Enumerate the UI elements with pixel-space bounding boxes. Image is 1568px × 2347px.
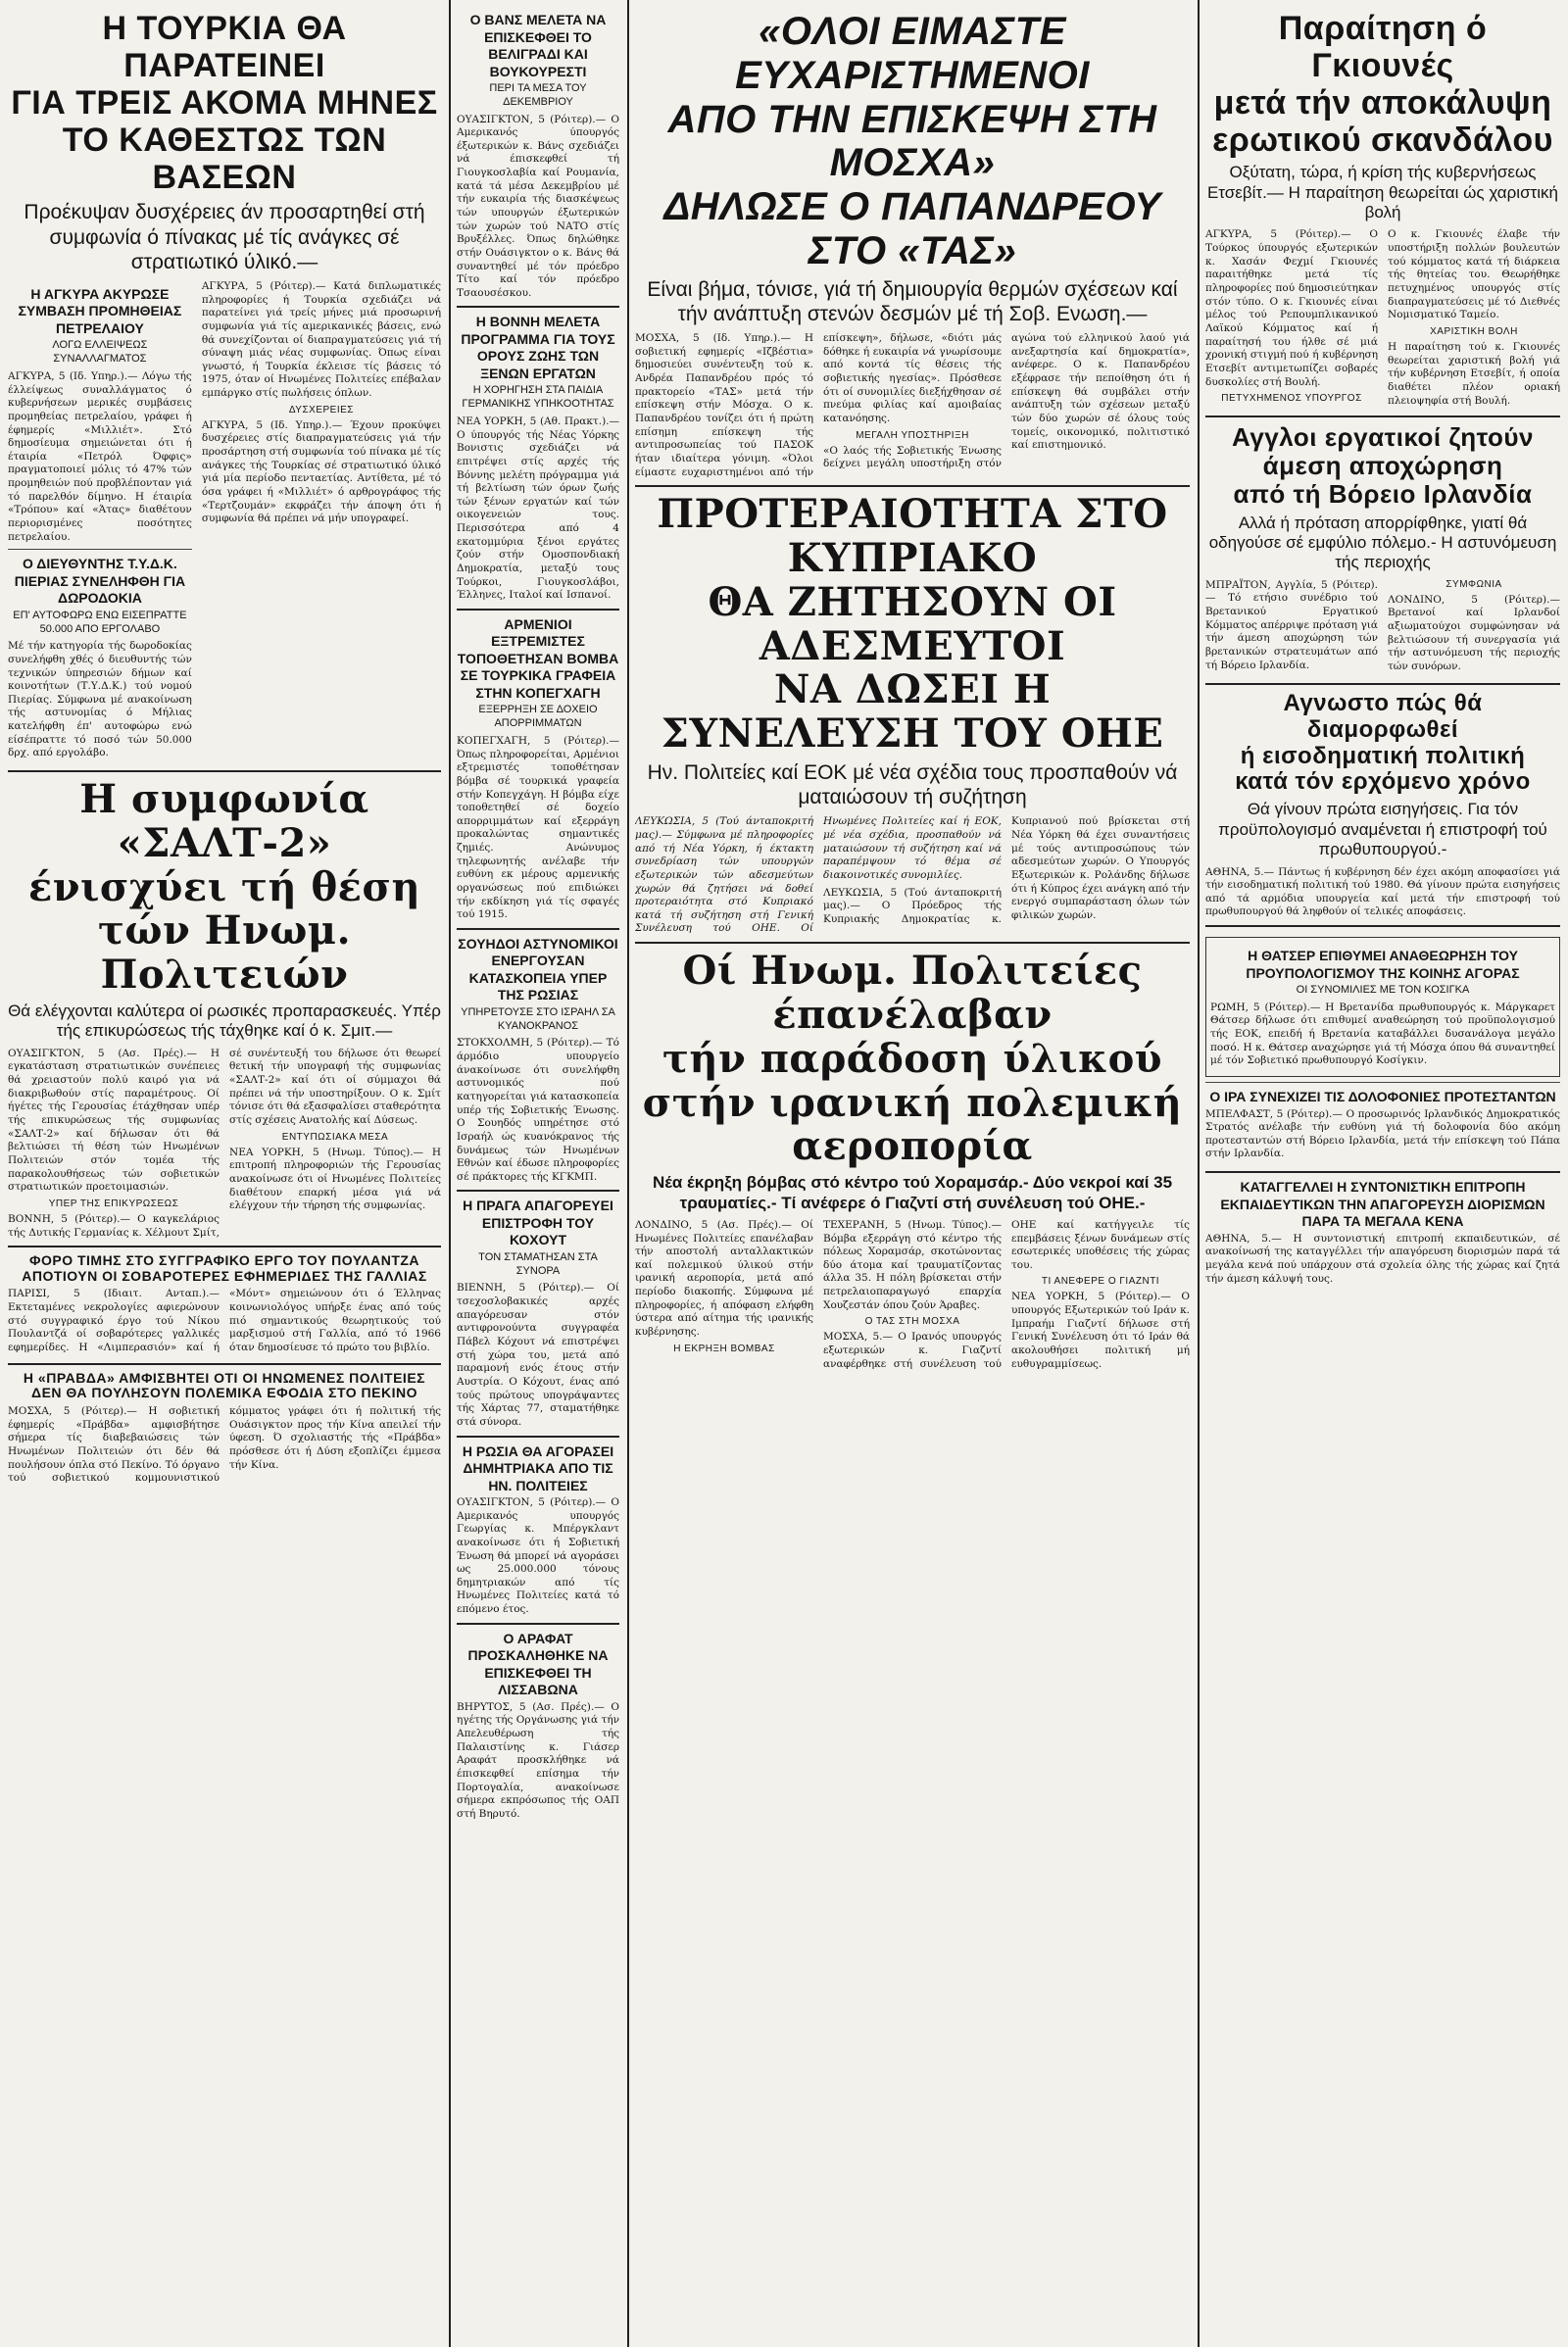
headline (1205, 10, 1560, 159)
subheadline: ΤΙ ΑΝΕΦΕΡΕ Ο ΓΙΑΖΝΤΙ (1041, 1276, 1160, 1288)
headline-line: ΝΑ ΔΩΣΕΙ Η ΣΥΝΕΛΕΥΣΗ ΤΟΥ ΟΗΕ (661, 666, 1164, 758)
divider (1205, 416, 1560, 417)
subheadline: ΔΥΣΧΕΡΕΙΕΣ (288, 404, 354, 416)
subheadline-small: ΕΠ' ΑΥΤΟΦΩΡΩ ΕΝΩ ΕΙΣΕΠΡΑΤΤΕ 50.000 ΑΠΟ ΕΡΓΟΛΑΒΟ (13, 609, 187, 635)
article-body: ΒΟΝΝΗ, 5 (Ρόιτερ).— Ο καγκελάριος τής Δυτικής Γερμανίας κ. Χέλμουτ Σμίτ, σέ συνέντευξή του δήλωσε ότι θεωρεί θετική τήν υπογραφή τής συμφωνίας «ΣΑΛΤ-2» καί ότι οί σύμμαχοι θά πρέπει νά τήν υποστηρίξουν. Ο κ. Σμίτ τόνισε ότι θά εξασφαλίσει σταθερότητα στίς σχέσεις Ανατολής καί Δύσεως. (8, 1047, 441, 1239)
article-body: ΑΘΗΝΑ, 5.— Η συντονιστική επιτροπή εκπαιδευτικών, σέ ανακοίνωσή της καταγγέλλει τήν απαγόρευση διορισμών παρά τά μεγάλα κενά πού υπάρχουν στά σχολεία όλης τής χώρας καί ζητά τήν άμεση κάλυψή τους. (1205, 1232, 1560, 1285)
headline-line: ή εισοδηματική πολιτική (1240, 742, 1526, 769)
article-body: ΛΟΝΔΙΝΟ, 5 (Ρόιτερ).— Βρετανοί καί Ιρλανδοί αξιωματούχοι συμφώνησαν νά βελτιώσουν τή συνεργασία γιά τήν αστυνόμευση τής περιοχής τών συνόρων. (1388, 593, 1560, 672)
headline: Η «ΠΡΑΒΔΑ» ΑΜΦΙΣΒΗΤΕΙ ΟΤΙ ΟΙ ΗΝΩΜΕΝΕΣ ΠΟΛΙΤΕΙΕΣ ΔΕΝ ΘΑ ΠΟΥΛΗΣΟΥΝ ΠΟΛΕΜΙΚΑ ΕΦΟΔΙΑ ΣΤΟ ΠΕΚΙΝΟ (23, 1369, 426, 1401)
article-body: ΚΟΠΕΓΧΑΓΗ, 5 (Ρόιτερ).— Όπως πληροφορείται, Αρμένιοι εξτρεμιστές τοποθέτησαν βόμβα σέ τουρκικά γραφεία στήν Κοπεγχάγη. Η βόμβα είχε τοποθετηθεί σέ δοχείο απορριμμάτων καί εξερράγη προκαλώντας σημαντικές ζημιές. Ανώνυμος τηλεφωνητής ανέλαβε τήν ευθύνη εκ μέρους αρμενικής οργανώσεως πού επιδιώκει τήν εκδίκηση γιά τίς σφαγές τού 1915. (457, 734, 619, 921)
subheadline: ΥΠΕΡ ΤΗΣ ΕΠΙΚΥΡΩΣΕΩΣ (48, 1198, 179, 1209)
headline: ΑΡΜΕΝΙΟΙ ΕΞΤΡΕΜΙΣΤΕΣ ΤΟΠΟΘΕΤΗΣΑΝ ΒΟΜΒΑ ΣΕ ΤΟΥΡΚΙΚΑ ΓΡΑΦΕΙΑ ΣΤΗΝ ΚΟΠΕΓΧΑΓΗ (457, 615, 619, 701)
headline: ΣΟΥΗΔΟΙ ΑΣΤΥΝΟΜΙΚΟΙ ΕΝΕΡΓΟΥΣΑΝ ΚΑΤΑΣΚΟΠΕΙΑ ΥΠΕΡ ΤΗΣ ΡΩΣΙΑΣ (458, 935, 618, 1003)
subheadline: ΕΞΕΡΡΗΞΗ ΣΕ ΔΟΧΕΙΟ ΑΠΟΡΡΙΜΜΑΤΩΝ (478, 704, 598, 730)
article-salt-2 (8, 778, 441, 1240)
subheadline: ΤΟΝ ΣΤΑΜΑΤΗΣΑΝ ΣΤΑ ΣΥΝΟΡΑ (478, 1250, 598, 1277)
article-armenian-bomb (457, 616, 619, 922)
article-gunes-resignation (1205, 10, 1560, 410)
headline-line: ΘΑ ΖΗΤΗΣΟΥΝ ΟΙ ΑΔΕΣΜΕΥΤΟΙ (708, 578, 1117, 669)
column-rule (627, 0, 629, 2347)
divider (457, 928, 619, 930)
article-cyprus (635, 493, 1190, 936)
headline-line: τήν παράδοση ύλικού (662, 1035, 1163, 1082)
headline-line: Αγνωστο πώς θά διαμορφωθεί (1283, 689, 1483, 743)
deck: Νέα έκρηξη βόμβας στό κέντρο τού Χοραμσάρ.- Δύο νεκροί καί 35 τραυματίες.- Τί ανέφερε ό Γιαζντί στή συνέλευση τού ΟΗΕ.- (652, 1173, 1173, 1212)
article-arafat (457, 1631, 619, 1822)
divider (1205, 683, 1560, 685)
headline: Η ΘΑΤΣΕΡ ΕΠΙΘΥΜΕΙ ΑΝΑΘΕΩΡΗΣΗ ΤΟΥ ΠΡΟΥΠΟΛΟΓΙΣΜΟΥ ΤΗΣ ΚΟΙΝΗΣ ΑΓΟΡΑΣ (1246, 948, 1520, 981)
column-1 (8, 0, 441, 2347)
divider (8, 1246, 441, 1247)
subheadline: ΠΕΤΥΧΗΜΕΝΟΣ ΥΠΟΥΡΓΟΣ (1221, 393, 1362, 405)
article-body: ΜΠΕΛΦΑΣΤ, 5 (Ρόιτερ).— Ο προσωρινός Ιρλανδικός Δημοκρατικός Στρατός ανέλαβε τήν ευθύνη γιά τή δολοφονία δύο ακόμη προτεσταντών στή Βόρειο Ιρλανδία, μετά τήν επίσκεψη τού Πάπα στήν Ιρλανδία. (1205, 1107, 1560, 1160)
headline-line: άμεση αποχώρηση (1262, 451, 1503, 481)
headline: Η ΒΟΝΝΗ ΜΕΛΕΤΑ ΠΡΟΓΡΑΜΜΑ ΓΙΑ ΤΟΥΣ ΟΡΟΥΣ ΖΩΗΣ ΤΩΝ ΞΕΝΩΝ ΕΡΓΑΤΩΝ (461, 314, 615, 381)
deck: Αλλά ή πρόταση απορρίφθηκε, γιατί θά οδηγούσε σέ εμφύλιο πόλεμο.- Η αστυνόμευση τής περιοχής (1208, 513, 1557, 572)
article-poulantzas (8, 1253, 441, 1357)
article-body: ΤΕΧΕΡΑΝΗ, 5 (Ηνωμ. Τύπος).— Βόμβα εξερράγη στό κέντρο τής πόλεως Χοραμσάρ, σκοτώνοντας δύο άτομα καί τραυματίζοντας άλλα 35. Η πόλη βρίσκεται στήν πετρελαιοπαραγωγό επαρχία Χουζεστάν όπου ζούν Άραβες. (823, 1218, 1002, 1311)
column-rule (449, 0, 451, 2347)
subheadline: Η ΕΚΡΗΞΗ ΒΟΜΒΑΣ (673, 1343, 775, 1354)
headline-line: «ΟΛΟΙ ΕΙΜΑΣΤΕ ΕΥΧΑΡΙΣΤΗΜΕΝΟΙ (735, 10, 1090, 97)
subheadline: Η ΧΟΡΗΓΗΣΗ ΣΤΑ ΠΑΙΔΙΑ ΓΕΡΜΑΝΙΚΗΣ ΥΠΗΚΟΟΤΗΤΑΣ (462, 384, 614, 411)
headline: ΚΑΤΑΓΓΕΛΛΕΙ Η ΣΥΝΤΟΝΙΣΤΙΚΗ ΕΠΙΤΡΟΠΗ ΕΚΠΑΙΔΕΥΤΙΚΩΝ ΤΗΝ ΑΠΑΓΟΡΕΥΣΗ ΔΙΟΡΙΣΜΩΝ ΠΑΡΑ ΤΑ ΜΕΓΑΛΑ ΚΕΝΑ (1220, 1179, 1545, 1230)
article-teachers (1205, 1179, 1560, 1286)
headline-line: Η ΤΟΥΡΚΙΑ ΘΑ ΠΑΡΑΤΕΙΝΕΙ (102, 10, 347, 85)
article-body: ΑΓΚΥΡΑ, 5 (Ιδ. Υπηρ.).— Έχουν προκύψει δυσχέρειες στίς διαπραγματεύσεις γιά τήν προσάρτηση στή συμφωνία τού πίνακα μέ τίς ανάγκες τής Τουρκίας σέ στρατιωτικό ύλικό γιά μία περίοδο πενταετίας. Αντίθετα, μέ τό όσα γράφει ή «Μιλλιέτ» ό αρθρογράφος τής «Τερτζουμάν» εκφράζει τήν άποψη ότι ή συμφωνία θά πρέπει νά μήν υπογραφεί. (201, 418, 441, 525)
article-wheat (457, 1443, 619, 1617)
headline (8, 10, 441, 196)
article-body: ΑΓΚΥΡΑ, 5 (Ρόιτερ).— Κατά διπλωματικές πληροφορίες ή Τουρκία σχεδιάζει νά παρατείνει γιά τρείς μήνες μιά προσωρινή συμφωνία γιά τίς αμερικανικές βάσεις, ενώ θά συνεχίζονται οί διαπραγματεύσεις γιά τή σύναψη μιάς νέας συμφωνίας. Όπως είναι γνωστό, ή Τουρκία έκλεισε τίς βάσεις τό 1975, όταν οί Ηνωμένες Πολιτείες επέβαλαν εμπάργκο στίς πωλήσεις όπλων. (201, 279, 441, 400)
article-income-policy (1205, 691, 1560, 919)
subheadline: Η ΑΓΚΥΡΑ ΑΚΥΡΩΣΕ ΣΥΜΒΑΣΗ ΠΡΟΜΗΘΕΙΑΣ ΠΕΤΡΕΛΑΙΟΥ (18, 285, 182, 336)
divider (8, 549, 192, 550)
article-body: Η παραίτηση τού κ. Γκιουνές θεωρείται χαριστική βολή γιά τήν κυβέρνηση Ετσεβίτ, ή οποία διαθέτει πλέον οριακή πλειοψηφία στή Βουλή. (1388, 340, 1560, 407)
headline: Ο ΙΡΑ ΣΥΝΕΧΙΖΕΙ ΤΙΣ ΔΟΛΟΦΟΝΙΕΣ ΠΡΟΤΕΣΤΑΝΤΩΝ (1209, 1089, 1556, 1105)
subheadline: ΠΕΡΙ ΤΑ ΜΕΣΑ ΤΟΥ ΔΕΚΕΜΒΡΙΟΥ (489, 82, 587, 108)
divider (457, 609, 619, 611)
deck: Θά ελέγχονται καλύτερα οί ρωσικές προπαρασκευές. Υπέρ τής επικυρώσεως τής τάχθηκε καί ό κ. Σμιτ.— (8, 1002, 441, 1041)
column-4 (1205, 0, 1560, 2347)
article-body: ΟΥΑΣΙΓΚΤΟΝ, 5 (Ασ. Πρές).— Η εγκατάσταση στρατιωτικών συνέπειες θά χρειαστούν πολύ καιρό για νά διακριβωθούν στίς παραμέτρους. Οί ήγέτες τής Γερουσίας έτάχθησαν υπέρ τής επικυρώσεως τής συμφωνίας «ΣΑΛΤ-2» καί δήλωσαν ότι θά βελτιώσει τή θέση τών Ηνωμένων Πολιτειών στόν τομέα τής παρακολουθήσεως τών σοβιετικών στρατιωτικών προετοιμασιών. (8, 1047, 220, 1194)
article-body: ΛΟΝΔΙΝΟ, 5 (Ασ. Πρές).— Οί Ηνωμένες Πολιτείες επανέλαβαν τήν αποστολή ανταλλακτικών καί πολεμικού ύλικού στήν ιρανική αεροπορία, μετά από περίοδο διακοπής. Σύμφωνα μέ πληροφορίες, ή απόφαση ελήφθη ύστερα από αίτημα τής ιρανικής κυβέρνησης. (635, 1218, 813, 1339)
article-turkey-bases (8, 10, 441, 764)
headline-line: κατά τόν ερχόμενο χρόνο (1235, 768, 1531, 796)
headline: Ο ΑΡΑΦΑΤ ΠΡΟΣΚΑΛΗΘΗΚΕ ΝΑ ΕΠΙΣΚΕΦΘΕΙ ΤΗ ΛΙΣΣΑΒΩΝΑ (467, 1630, 609, 1698)
article-swedish-police (457, 936, 619, 1185)
article-body: ΠΑΡΙΣΙ, 5 (Ιδιαιτ. Ανταπ.).— Εκτεταμένες νεκρολογίες αφιερώνουν στό συγγραφικό έργο τού Νίκου Πουλαντζά οί σοβαρότερες γαλλικές εφημερίδες. Η «Λιμπερασιόν» καί ή «Μόντ» σημειώνουν ότι ό Έλληνας κοινωνιολόγος υπήρξε ένας από τούς πιό σημαντικούς θεωρητικούς τού μαρξισμού στή Γαλλία, από τό 1966 όταν δημοσίευσε τό πρώτο του βιβλίο. (8, 1288, 441, 1354)
article-pravda (8, 1371, 441, 1486)
article-kohout (457, 1198, 619, 1429)
subheadline: ΜΕΓΑΛΗ ΥΠΟΣΤΗΡΙΞΗ (856, 429, 969, 441)
divider (635, 485, 1190, 487)
article-body: ΝΕΑ ΥΟΡΚΗ, 5 (Αθ. Πρακτ.).— Ο ύπουργός τής Νέας Υόρκης Βονιστις σχεδιάζει νά επιτρέψει στίς αρχές τής Βόννης μελέτη πρόγραμμα γιά τή βελτίωση τών όρων ζωής τών ξένων εργατών καί τών οικογενειών τους. Περισσότερα από 4 εκατομμύρια ξένοι εργάτες ζούν στήν Ομοσπονδιακή Δημοκρατία, μεταξύ τους Τούρκοι, Γιουγκοσλάβοι, Έλληνες, Ιταλοί καί Ισπανοί. (457, 415, 619, 602)
subheadline: Ο ΤΑΣ ΣΤΗ ΜΟΣΧΑ (864, 1316, 960, 1328)
article-ira (1205, 1089, 1560, 1161)
headline-line: ΠΡΟΤΕΡΑΙΟΤΗΤΑ ΣΤΟ ΚΥΠΡΙΑΚΟ (657, 491, 1168, 581)
deck: Οξύτατη, τώρα, ή κρίση τής κυβερνήσεως Ετσεβίτ.— Η παραίτηση θεωρείται ώς χαριστική βολή (1206, 163, 1559, 222)
article-body: Ο κ. Γκιουνές έλαβε τήν υποστήριξη πολλών βουλευτών τού κόμματος κατά τή διάρκεια τής θητείας του. Θεωρήθηκε πετυχημένος υπουργός στίς διαπραγματεύσεις μέ τό Διεθνές Νομισματικό Ταμείο. (1388, 228, 1560, 321)
article-body: ΣΤΟΚΧΟΛΜΗ, 5 (Ρόιτερ).— Τό άρμόδιο υπουργείο άνακοίνωσε ότι συνελήφθη αστυνομικός πού κατηγορείται γιά κατασκοπεία υπέρ τής Σοβιετικής Ένωσης. Ο Σουηδός υπηρέτησε στό Ισραήλ ώς κυανόκρανος τής δυνάμεως τών Ηνωμένων Εθνών καί έδωσε πληροφορίες σέ πράκτορες τής ΚΓΚΜΠ. (457, 1037, 619, 1183)
article-body: ΑΓΚΥΡΑ, 5 (Ρόιτερ).— Ο Τούρκος ύπουργός εξωτερικών κ. Χασάν Φεχμί Γκιουνές παραιτήθηκε μετά τίς πληροφορίες πού δημοσιεύτηκαν στόν τύπο. Ο κ. Γκιουνές είναι μέλος τού Ρεπουμπλικανικού Λαϊκού Κόμματος καί ή παραίτησή του ήλθε σέ μιά χρονική στιγμή πού ή κυβέρνηση Ετσεβίτ αντιμετωπίζει σοβαρές δυσκολίες στή Βουλή. (1205, 228, 1378, 388)
column-2 (457, 0, 619, 2347)
headline-line: ΑΠΟ ΤΗΝ ΕΠΙΣΚΕΨΗ ΣΤΗ ΜΟΣΧΑ» (667, 97, 1157, 185)
article-body: ΜΟΣΧΑ, 5 (Ρόιτερ).— Η σοβιετική έφημερίς «Πράβδα» αμφισβήτησε σήμερα τίς διαβεβαιώσεις τών Ηνωμένων Πολιτειών ότι δέν θά πουλήσουν όπλα στό Πεκίνο. Τό όργανο τού σοβιετικού κομμουνιστικού κόμματος γράφει ότι ή πολιτική τής Ουάσιγκτον προς τήν Κίνα απειλεί τήν ύφεση. Ό σχολιαστής τής «Πράβδα» πρόσθεσε ότι ή Δύση εξοπλίζει έμμεσα τήν Κίνα. (8, 1405, 441, 1485)
headline-line: Η συμφωνία «ΣΑΛΤ-2» (79, 776, 369, 866)
divider (457, 1190, 619, 1192)
deck: Ην. Πολιτείες καί ΕΟΚ μέ νέα σχέδια τους προσπαθούν νά ματαιώσουν τή συζήτηση (647, 760, 1178, 809)
article-body: ΜΠΡΑΪΤΟΝ, Αγγλία, 5 (Ρόιτερ).— Τό ετήσιο συνέδριο τού Βρετανικού Εργατικού Κόμματος απέρριψε πρόταση γιά τήν άμεση αποχώρηση τών βρετανικών στρατευμάτων από τή Βόρειο Ιρλανδία. (1205, 578, 1378, 671)
subheadline-small: ΛΟΓΩ ΕΛΛΕΙΨΕΩΣ ΣΥΝΑΛΛΑΓΜΑΤΟΣ (52, 339, 148, 366)
article-iran (635, 950, 1190, 1371)
headline-line: ΔΗΛΩΣΕ Ο ΠΑΠΑΝΔΡΕΟΥ ΣΤΟ «ΤΑΣ» (663, 185, 1161, 272)
article-body: ΡΩΜΗ, 5 (Ρόιτερ).— Η Βρετανίδα πρωθυπουργός κ. Μάργκαρετ Θάτσερ δήλωσε ότι επιθυμεί αναθεώρηση τού προϋπολογισμού τής ΕΟΚ, επειδή ή Βρετανία καταβάλλει δυσανάλογα μεγάλο ποσό. Η κ. Θάτσερ αναχώρησε γιά τή Μόσχα όπου θά συναντηθεί μέ τόν Σοβιετικό πρωθυπουργό Κοσίγκιν. (1210, 1001, 1555, 1067)
subheadline: ΣΥΜΦΩΝΙΑ (1446, 578, 1502, 590)
headline-line: στήν ιρανική πολεμική αεροπορία (642, 1079, 1183, 1170)
divider (8, 1363, 441, 1365)
article-body: ΛΕΥΚΩΣΙΑ, 5 (Τού άνταποκριτή μας).— Σύμφωνα μέ πληροφορίες από τή Νέα Υόρκη, ή έκτακτη συνεδρίαση τών υπουργών εξωτερικών τών αδεσμεύτων χωρών θά ζητήσει νά δοθεί προτεραιότητα στό Κυπριακό κατά τή συζήτηση στή Γενική Συνέλευση τού ΟΗΕ. Οί Ηνωμένες Πολιτείες καί ή ΕΟΚ, μέ νέα σχέδια, προσπαθούν νά ματαιώσουν τή συζήτηση καί νά παραπέμψουν τό θέμα σέ διακοινοτικές συνομιλίες. (635, 815, 1002, 935)
headline (635, 10, 1190, 273)
article-body: ΒΙΕΝΝΗ, 5 (Ρόιτερ).— Οί τσεχοσλοβακικές αρχές απαγόρευσαν στόν αντιφρονούντα συγγραφέα Πάβελ Κόχουτ νά επιστρέψει στή χώρα του, μετά από παραμονή ενός έτους στήν Αυστρία. Ο Κόχουτ, ένας από τούς πρώτους υπογράψαντες τής Χάρτας 77, σταματήθηκε στά σύνορα. (457, 1282, 619, 1428)
headline-line: ερωτικού σκανδάλου (1212, 122, 1553, 160)
subheadline: ΕΝΤΥΠΩΣΙΑΚΑ ΜΕΣΑ (281, 1131, 389, 1143)
headline (1205, 691, 1560, 797)
headline-line: Παραίτηση ό Γκιουνές (1278, 10, 1488, 85)
headline-line: μετά τήν αποκάλυψη (1213, 84, 1552, 122)
article-body: ΟΥΑΣΙΓΚΤΟΝ, 5 (Ρόιτερ).— Ο Αμερικανός υπουργός Γεωργίας κ. Μπέργκλαντ ανακοίνωσε ότι ή Σοβιετική Ένωση θά μπορεί νά αγοράσει ως 25.000.000 τόνους δημητριακών από τίς Ηνωμένες Πολιτείες κατά τό επόμενο έτος. (457, 1496, 619, 1616)
deck: Προέκυψαν δυσχέρειες άν προσαρτηθεί στή συμφωνία ό πίνακας μέ τίς ανάγκες σέ στρατιωτικό ύλικό.— (24, 201, 425, 273)
headline: Η ΡΩΣΙΑ ΘΑ ΑΓΟΡΑΣΕΙ ΔΗΜΗΤΡΙΑΚΑ ΑΠΟ ΤΙΣ ΗΝ. ΠΟΛΙΤΕΙΕΣ (462, 1442, 614, 1493)
article-body: ΑΓΚΥΡΑ, 5 (Ιδ. Υπηρ.).— Λόγω τής έλλείψεως συναλλάγματος ό κυβερνήσεων μερικές συμβάσεις προμηθείας πετρελαίου, γράφει ή έφημερίς «Μιλλιέτ». Στό δημοσίευμα σημειώνεται ότι ή έταιρία «Πετρόλ Όφφις» πραγματοποιεί μόλις τό 47% τών προμηθειών πού προβλέπονταν γιά τό παρελθόν δίμηνο. Η έταιρία «Τρόπου» καί «Άτας» διαθέτουν περιορισμένες ποσότητες πετρελαίου. (8, 369, 192, 543)
headline: Ο ΒΑΝΣ ΜΕΛΕΤΑ ΝΑ ΕΠΙΣΚΕΦΘΕΙ ΤΟ ΒΕΛΙΓΡΑΔΙ ΚΑΙ ΒΟΥΚΟΥΡΕΣΤΙ (469, 12, 607, 79)
article-papandreou (635, 10, 1190, 479)
article-body: ΝΕΑ ΥΟΡΚΗ, 5 (Ρόιτερ).— Ο υπουργός Εξωτερικών τού Ιράν κ. Ιμπραήμ Γιαζντί δήλωσε στή Γενική Συνέλευση ότι τό Ιράν θά ακολουθήσει πολιτική μή ευθυγραμμίσεως. (1011, 1291, 1190, 1370)
subheadline: Ο ΔΙΕΥΘΥΝΤΗΣ Τ.Υ.Δ.Κ. ΠΙΕΡΙΑΣ ΣΥΝΕΛΗΦΘΗ ΓΙΑ ΔΩΡΟΔΟΚΙΑ (14, 556, 186, 607)
headline (8, 778, 441, 998)
deck: Είναι βήμα, τόνισε, γιά τή δημιουργία θερμών σχέσεων καί τήν ανάπτυξη στενών δεσμών μέ τή Σοβ. Ενωση.— (647, 277, 1178, 325)
article-body: ΝΕΑ ΥΟΡΚΗ, 5 (Ηνωμ. Τύπος).— Η επιτροπή πληροφοριών τής Γερουσίας ανακοίνωσε ότι οί Ηνωμένες Πολιτείες διαθέτουν επαρκή μέσα γιά νά ελέγχουν τήν τήρηση τής συμφωνίας. (229, 1146, 441, 1212)
headline-line: ΤΟ ΚΑΘΕΣΤΩΣ ΤΩΝ ΒΑΣΕΩΝ (62, 122, 387, 197)
column-3 (635, 0, 1190, 2347)
headline-line: ένισχύει τή θέση (27, 863, 421, 910)
subheadline: ΧΑΡΙΣΤΙΚΗ ΒΟΛΗ (1430, 325, 1518, 337)
deck: Θά γίνουν πρώτα εισηγήσεις. Για τόν προϋπολογισμό αναμένεται ή επιστροφή τού πρωθυπουργού.- (1218, 800, 1547, 859)
article-ireland (1205, 423, 1560, 677)
divider (457, 1623, 619, 1625)
headline (1205, 423, 1560, 509)
article-vance (457, 12, 619, 300)
divider (457, 306, 619, 308)
article-body: ΛΕΥΚΩΣΙΑ, 5 (Τού άνταποκριτή μας).— Ο Πρόεδρος τής Κυπριακής Δημοκρατίας κ. Κυπριανού πού βρίσκεται στή Νέα Υόρκη θά έχει συναντήσεις μέ τούς αντιπροσώπους τών αδεσμεύτων χωρών. Ο Υπουργός Εξωτερικών κ. Ρολάνδης δήλωσε ότι ή Κύπρος έχει ανάγκη από τήν ενεργό συμπαράσταση όλων τών φιλικών χωρών. (823, 815, 1190, 925)
article-bonn (457, 314, 619, 602)
headline (635, 950, 1190, 1169)
subheadline: ΟΙ ΣΥΝΟΜΙΛΙΕΣ ΜΕ ΤΟΝ ΚΟΣΙΓΚΑ (1296, 984, 1470, 997)
divider (457, 1436, 619, 1438)
divider (1205, 1082, 1560, 1083)
column-rule (1198, 0, 1200, 2347)
article-body: «Ο λαός τής Σοβιετικής Ένωσης δείχνει μεγάλη υποστήριξη στόν αγώνα τού ελληνικού λαού γιά ανεξαρτησία καί δημοκρατία», ανέφερε. Ο κ. Παπανδρέου εξέφρασε τήν πεποίθηση ότι ή επίσκεψη θά συμβάλει στήν ανάπτυξη τών σχέσεων μεταξύ τών δύο χωρών σέ όλους τούς τομείς, οικονομικό, πολιτιστικό καί επιστημονικό. (823, 332, 1190, 470)
divider (1205, 925, 1560, 927)
article-body: ΟΥΑΣΙΓΚΤΟΝ, 5 (Ρόιτερ).— Ο Αμερικανός ύπουργός έξωτερικών κ. Βάνς σχεδιάζει νά έπισκεφθεί τή Γιουγκοσλαβία καί Ρουμανία, κατά τά μέσα Δεκεμβρίου μέ τήν ευκαιρία τής διασκέψεως τών υπουργών έξωτερικών τών χωρών τού ΝΑΤΟ στίς Βρυξέλλες. Όπως δηλώθηκε στήν Ουάσιγκτον ο κ. Βάνς θά συναντηθεί μέ τόν πρόεδρο Τίτο καί τόν πρόεδρο Τσαουσέσκου. (457, 113, 619, 299)
headline-line: από τή Βόρειο Ιρλανδία (1233, 479, 1533, 510)
headline-line: ΓΙΑ ΤΡΕΙΣ ΑΚΟΜΑ ΜΗΝΕΣ (11, 84, 438, 122)
article-body: ΑΘΗΝΑ, 5.— Πάντως ή κυβέρνηση δέν έχει ακόμη αποφασίσει γιά τήν εισοδηματική πολιτική τού 1980. Θά γίνουν πρώτα εισηγήσεις από τά αρμόδια υπουργεία καί μετά τήν επιστροφή τού πρωθυπουργού θά ληφθούν οί τελικές αποφάσεις. (1205, 865, 1560, 918)
subheadline: ΥΠΗΡΕΤΟΥΣΕ ΣΤΟ ΙΣΡΑΗΛ ΣΑ ΚΥΑΝΟΚΡΑΝΟΣ (461, 1005, 615, 1032)
headline: Η ΠΡΑΓΑ ΑΠΑΓΟΡΕΥΕΙ ΕΠΙΣΤΡΟΦΗ ΤΟΥ ΚΟΧΟΥΤ (463, 1198, 613, 1248)
headline-line: Οί Ηνωμ. Πολιτείες έπανέλαβαν (682, 948, 1143, 1038)
headline (635, 493, 1190, 757)
article-body: ΒΗΡΥΤΟΣ, 5 (Ασ. Πρές).— Ο ηγέτης τής Οργάνωσης γιά τήν Απελευθέρωση τής Παλαιστίνης κ. Γιάσερ Αραφάτ προσκλήθηκε νά έπισκεφθεί επίσημα τήν Πορτογαλία, ανακοίνωσε σήμερα εκπρόσωπος τής ΟΑΠ στή Βηρυτό. (457, 1700, 619, 1820)
article-thatcher (1205, 937, 1560, 1077)
headline: ΦΟΡΟ ΤΙΜΗΣ ΣΤΟ ΣΥΓΓΡΑΦΙΚΟ ΕΡΓΟ ΤΟΥ ΠΟΥΛΑΝΤΖΑ ΑΠΟΤΙΟΥΝ ΟΙ ΣΟΒΑΡΟΤΕΡΕΣ ΕΦΗΜΕΡΙΔΕΣ ΤΗΣ ΓΑΛΛΙΑΣ (22, 1252, 427, 1284)
divider (1205, 1171, 1560, 1173)
article-body: ΜΟΣΧΑ, 5 (Ιδ. Υπηρ.).— Η σοβιετική εφημερίς «Ιζβέστια» δημοσιεύει συνέντευξη τού κ. Ανδρέα Παπανδρέου πρός τό πρακτορείο «ΤΑΣ» μετά τήν επίσκεψη στήν Μόσχα. Ο κ. Παπανδρέου τονίζει ότι ή πρώτη επίσημη επίσκεψη τής αντιπροσωπείας τού ΠΑΣΟΚ ήταν ιδιαίτερα γόνιμη. «Όλοι είμαστε ευχαριστημένοι από τήν επίσκεψη», δήλωσε, «διότι μάς δόθηκε ή ευκαιρία νά γνωρίσουμε από κοντά τίς θέσεις τής σοβιετικής ηγεσίας». Πρόσθεσε ότι οί συνομιλίες διεξήχθησαν σέ πνεύμα φιλίας καί αμοιβαίας κατανόησης. (635, 332, 1002, 478)
divider (635, 942, 1190, 944)
divider (8, 770, 441, 772)
article-body: ΜΟΣΧΑ, 5.— Ο Ιρανός υπουργός εξωτερικών κ. Γιαζντί αναφέρθηκε στή συνέλευση τού ΟΗΕ καί κατήγγειλε τίς επεμβάσεις ξένων δυνάμεων στίς εσωτερικές υποθέσεις τής χώρας του. (823, 1218, 1190, 1370)
article-body: Μέ τήν κατηγορία τής δωροδοκίας συνελήφθη χθές ό διευθυντής τών τεχνικών ύπηρεσιών δήμων καί κοινοτήτων (Τ.Υ.Δ.Κ.) τού νομού Πιερίας. Σύμφωνα μέ ανακοίνωση τής αστυνομίας ό Μήλιας κατελήφθη έπ' αυτοφώρω ενώ είσέπραττε τό ποσό τών 50.000 δρχ. από εργολάβο. (8, 640, 192, 759)
headline-line: Αγγλοι εργατικοί ζητούν (1232, 422, 1534, 453)
headline-line: τών Ηνωμ. Πολιτειών (97, 907, 351, 999)
